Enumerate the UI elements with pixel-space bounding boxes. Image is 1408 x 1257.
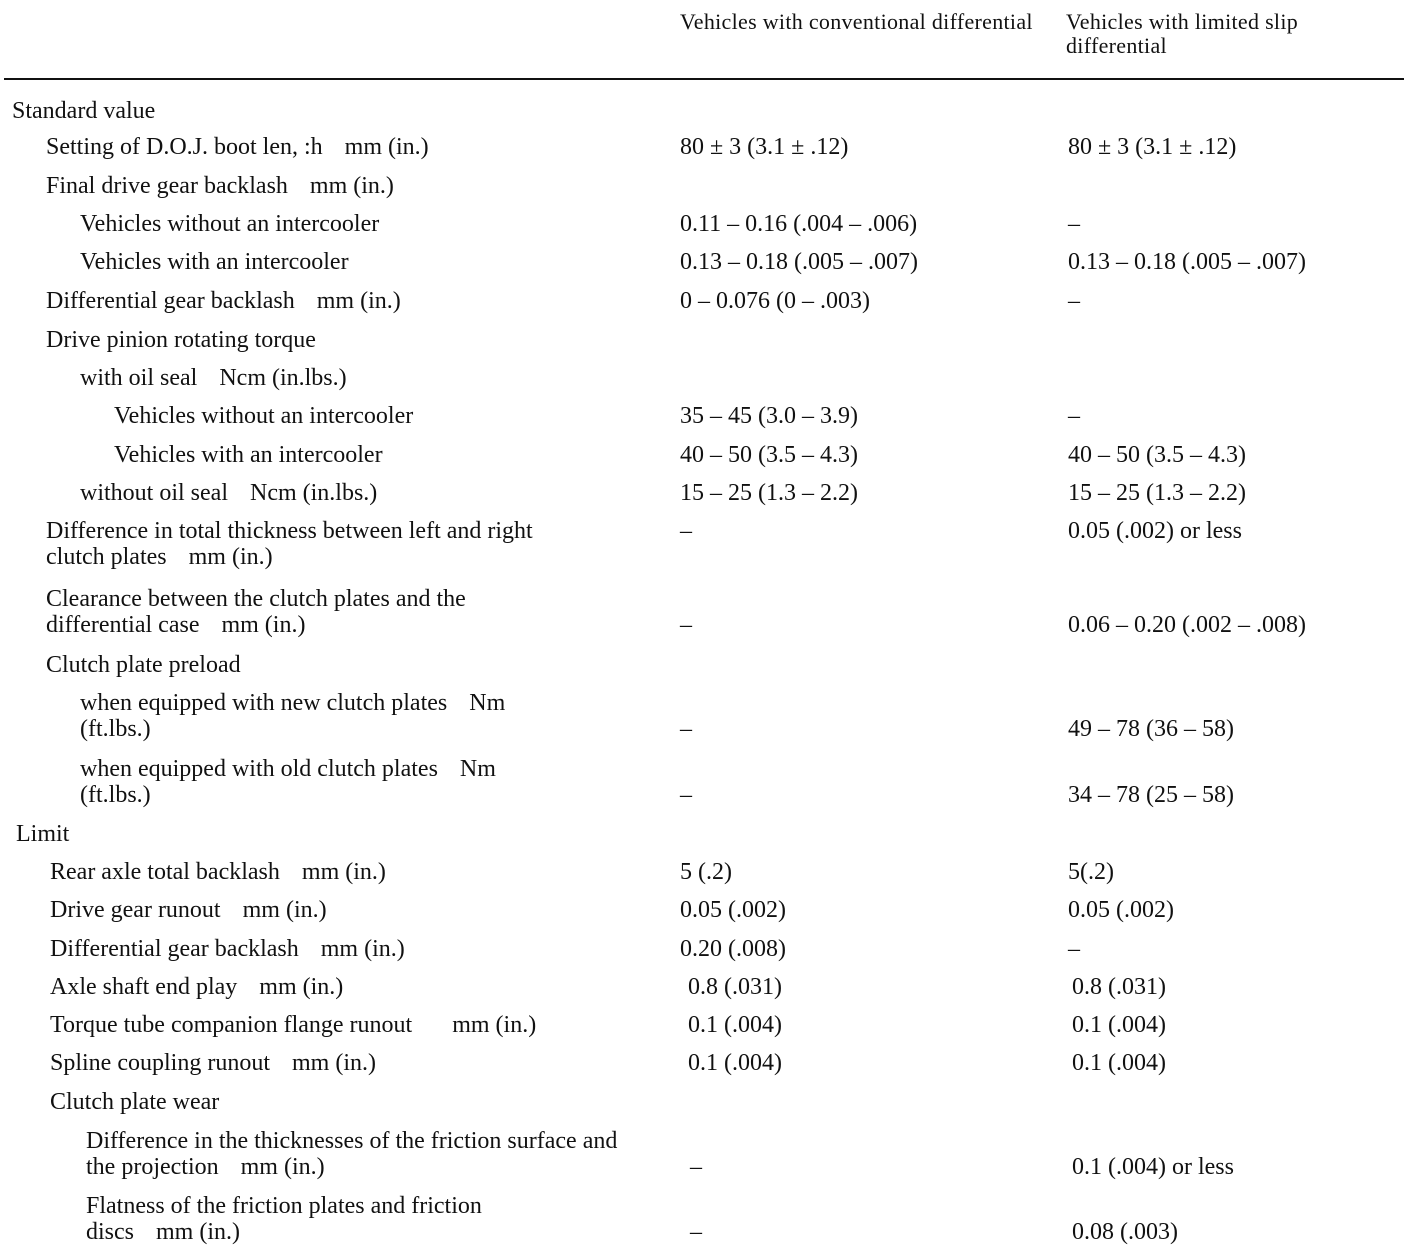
row-label: Difference in the thicknesses of the friction surface and the projection mm (in.) <box>86 1128 618 1180</box>
table-row <box>0 288 1408 326</box>
value-limited-slip: 0.1 (.004) <box>1072 1012 1166 1038</box>
table-row <box>0 442 1408 480</box>
table-row <box>0 98 1408 136</box>
value-conventional: 35 – 45 (3.0 – 3.9) <box>680 403 858 429</box>
value-limited-slip: – <box>1068 211 1080 237</box>
column-header-conventional: Vehicles with conventional differential <box>680 9 1033 34</box>
value-conventional: 40 – 50 (3.5 – 4.3) <box>680 442 858 468</box>
row-label: Clearance between the clutch plates and the differential case mm (in.) <box>46 586 466 638</box>
value-limited-slip: 40 – 50 (3.5 – 4.3) <box>1068 442 1246 468</box>
table-row <box>0 1012 1408 1050</box>
value-conventional: – <box>680 782 692 808</box>
value-conventional: 0.1 (.004) <box>688 1012 782 1038</box>
table-row <box>0 936 1408 974</box>
row-label: Drive pinion rotating torque <box>46 327 316 353</box>
value-conventional: 0.8 (.031) <box>688 974 782 1000</box>
table-row <box>0 897 1408 935</box>
table-row <box>0 173 1408 211</box>
row-label: when equipped with old clutch plates Nm (ft.lbs.) <box>80 756 496 808</box>
value-limited-slip: 80 ± 3 (3.1 ± .12) <box>1068 134 1237 160</box>
value-limited-slip: 0.06 – 0.20 (.002 – .008) <box>1068 612 1306 638</box>
table-row <box>0 690 1408 754</box>
row-label: Setting of D.O.J. boot len, :h mm (in.) <box>46 134 429 160</box>
table-row <box>0 821 1408 859</box>
row-label: with oil seal Ncm (in.lbs.) <box>80 365 347 391</box>
header-rule <box>4 78 1404 80</box>
table-row <box>0 859 1408 897</box>
value-limited-slip: – <box>1068 936 1080 962</box>
row-label: Drive gear runout mm (in.) <box>50 897 327 923</box>
table-row <box>0 403 1408 441</box>
table-row <box>0 211 1408 249</box>
value-limited-slip: – <box>1068 403 1080 429</box>
row-label: when equipped with new clutch plates Nm (ft.lbs.) <box>80 690 506 742</box>
table-row <box>0 134 1408 172</box>
row-label: Spline coupling runout mm (in.) <box>50 1050 376 1076</box>
value-conventional: – <box>690 1154 702 1180</box>
value-conventional: – <box>680 518 692 544</box>
value-limited-slip: – <box>1068 288 1080 314</box>
row-label: Differential gear backlash mm (in.) <box>46 288 401 314</box>
row-label: Final drive gear backlash mm (in.) <box>46 173 394 199</box>
row-label: Clutch plate wear <box>50 1089 220 1115</box>
value-conventional: – <box>690 1219 702 1245</box>
value-limited-slip: 34 – 78 (25 – 58) <box>1068 782 1234 808</box>
value-conventional: 80 ± 3 (3.1 ± .12) <box>680 134 849 160</box>
value-limited-slip: 0.13 – 0.18 (.005 – .007) <box>1068 249 1306 275</box>
value-limited-slip: 0.08 (.003) <box>1072 1219 1178 1245</box>
section-label: Limit <box>16 821 70 847</box>
table-row <box>0 480 1408 518</box>
value-limited-slip: 15 – 25 (1.3 – 2.2) <box>1068 480 1246 506</box>
row-label: Clutch plate preload <box>46 652 241 678</box>
table-row <box>0 1089 1408 1127</box>
table-row <box>0 327 1408 365</box>
table-row <box>0 1128 1408 1192</box>
value-limited-slip: 0.1 (.004) <box>1072 1050 1166 1076</box>
value-conventional: 0.11 – 0.16 (.004 – .006) <box>680 211 918 237</box>
value-limited-slip: 0.1 (.004) or less <box>1072 1154 1234 1180</box>
value-conventional: 0.1 (.004) <box>688 1050 782 1076</box>
table-row <box>0 652 1408 690</box>
value-limited-slip: 49 – 78 (36 – 58) <box>1068 716 1234 742</box>
table-row <box>0 365 1408 403</box>
row-label: Vehicles with an intercooler <box>80 249 349 275</box>
table-row <box>0 974 1408 1012</box>
value-conventional: – <box>680 612 692 638</box>
row-label: Vehicles with an intercooler <box>114 442 383 468</box>
section-label: Standard value <box>12 98 156 124</box>
row-label: Rear axle total backlash mm (in.) <box>50 859 386 885</box>
table-row <box>0 1050 1408 1088</box>
row-label: Vehicles without an intercooler <box>114 403 414 429</box>
column-header-limited-slip: Vehicles with limited slip differential <box>1066 9 1299 58</box>
table-row <box>0 1193 1408 1257</box>
row-label: Torque tube companion flange runout mm (in.) <box>50 1012 537 1038</box>
value-conventional: 0.20 (.008) <box>680 936 786 962</box>
value-limited-slip: 0.05 (.002) or less <box>1068 518 1242 544</box>
row-label: Axle shaft end play mm (in.) <box>50 974 344 1000</box>
table-row <box>0 249 1408 287</box>
row-label: without oil seal Ncm (in.lbs.) <box>80 480 378 506</box>
value-limited-slip: 0.8 (.031) <box>1072 974 1166 1000</box>
value-limited-slip: 0.05 (.002) <box>1068 897 1174 923</box>
value-conventional: 0.05 (.002) <box>680 897 786 923</box>
value-limited-slip: 5(.2) <box>1068 859 1114 885</box>
value-conventional: 5 (.2) <box>680 859 732 885</box>
table-row <box>0 586 1408 650</box>
table-row <box>0 518 1408 574</box>
row-label: Vehicles without an intercooler <box>80 211 380 237</box>
row-label: Differential gear backlash mm (in.) <box>50 936 405 962</box>
table-row <box>0 756 1408 820</box>
row-label: Flatness of the friction plates and friction discs mm (in.) <box>86 1193 482 1245</box>
value-conventional: 0 – 0.076 (0 – .003) <box>680 288 870 314</box>
value-conventional: – <box>680 716 692 742</box>
value-conventional: 15 – 25 (1.3 – 2.2) <box>680 480 858 506</box>
row-label: Difference in total thickness between left and right clutch plates mm (in.) <box>46 518 533 570</box>
value-conventional: 0.13 – 0.18 (.005 – .007) <box>680 249 918 275</box>
